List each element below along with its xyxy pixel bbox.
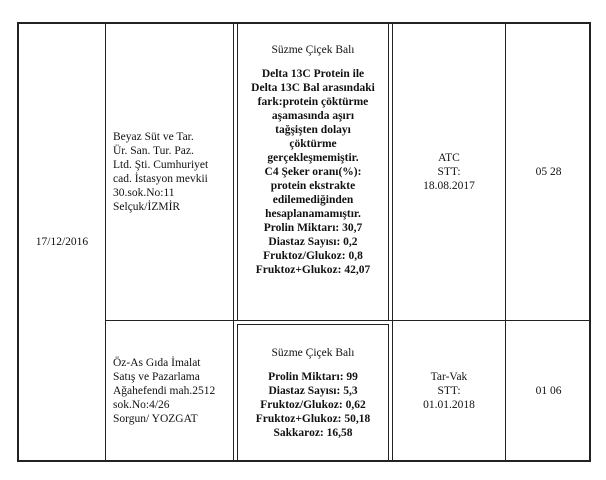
code-cell: [506, 24, 591, 320]
records-table: [17, 22, 591, 462]
column-divider: [233, 24, 234, 460]
company-cell: [106, 24, 233, 320]
findings-cell: [238, 24, 388, 320]
analysis-findings: Prolin Miktarı: 99 Diastaz Sayısı: 5,3 Fruktoz/Glukoz: 0,62 Fruktoz+Glukoz: 50,18 Sakkaroz: 16,58: [255, 370, 371, 439]
brand-cell: [393, 24, 505, 320]
analysis-findings: Delta 13C Protein ile Delta 13C Bal arasındaki fark:protein çöktürme aşamasında aşırı tağşişten dolayı çöktürme gerçekleşmemiştir. C4 Şeker oranı(%): protein ekstrakte edilemediğinden hesaplanamamıştır. Prolin Miktarı: 30,7 Diastaz Sayısı: 0,2 Fruktoz/Glukoz: 0,8 Fruktoz+Glukoz: 42,07: [251, 68, 375, 276]
brand-expiry: Tar-Vak STT: 01.01.2018: [423, 371, 475, 411]
product-name: Süzme Çiçek Balı: [271, 44, 355, 56]
company-cell: [106, 322, 233, 460]
brand-expiry: ATC STT: 18.08.2017: [423, 152, 475, 192]
findings-cell: [238, 325, 388, 460]
company-address: Beyaz Süt ve Tar. Ür. San. Tur. Paz. Ltd. Şti. Cumhuriyet cad. İstasyon mevkii 30.sok.No:11 Selçuk/İZMİR: [113, 131, 209, 213]
company-address: Öz-As Gıda İmalat Satış ve Pazarlama Ağahefendi mah.2512 sok.No:4/26 Sorgun/ YOZGAT: [113, 357, 216, 425]
date-cell: [19, 24, 105, 460]
lot-code: 05 28: [535, 166, 562, 178]
lot-code: 01 06: [535, 385, 562, 397]
column-divider-inner: [388, 324, 389, 460]
column-divider-inner: [388, 24, 389, 320]
row-divider: [105, 320, 589, 321]
brand-cell: [393, 322, 505, 460]
date-text: 17/12/2016: [35, 236, 89, 248]
product-name: Süzme Çiçek Balı: [271, 346, 355, 359]
code-cell: [506, 322, 591, 460]
